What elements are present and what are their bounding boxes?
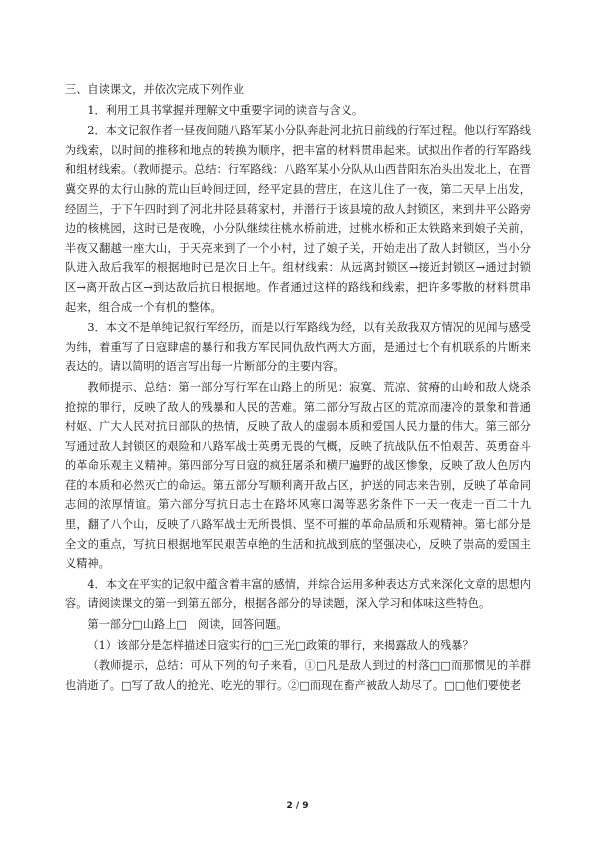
question-1: 1．利用工具书掌握并理解文中重要字词的读音与含义。 [87, 103, 364, 117]
document-body [65, 80, 531, 695]
teacher-hint: （教师提示，总结：可从下列的句子来看，①□凡是敌人到过的村落□□而那惯见的羊群也消逝了。□写了敌人的抢光、吃光的罪行。②□而现在畜产被敌人劫尽了。□□他们要使老 [65, 659, 531, 692]
teacher-summary: 教师提示、总结：第一部分写行军在山路上的所见：寂寞、荒凉、贫瘠的山岭和敌人烧杀抢掠的罪行，反映了敌人的残暴和人民的苦难。第二部分写敌占区的荒凉而凄冷的景象和普通村妪、广大人民对抗日部队的热情，反映了敌人的虚弱本质和爱国人民力量的伟大。第三部分写通过敌人封锁区的艰险和八路军战士英勇无畏的气概，反映了抗战队伍不怕艰苦、英勇奋斗的革命乐观主义精神。第四部分写日寇的疯狂屠杀和横尸遍野的战区惨象，反映了敌人色厉内荏的本质和必然灭亡的命运。第五部分写顺利离开敌占区，护送的同志来告别，反映了革命同志间的浓厚情谊。第六部分写抗日志士在路坏风寒口渴等恶劣条件下一天一夜走一百二十九里，翻了八个山，反映了八路军战士无所畏惧、坚不可摧的革命品质和乐观精神。第七部分是全文的重点，写抗日根据地军民艰苦卓绝的生活和抗战到底的坚强决心，反映了崇高的爱国主义精神。 [65, 380, 531, 571]
sub-question-1: （1）该部分是怎样描述日寇实行的□三光□政策的罪行，来揭露敌人的残暴？ [87, 638, 474, 652]
page-number: 2 / 9 [286, 801, 309, 811]
section-heading: 三、自读课文，并依次完成下列作业 [65, 83, 245, 96]
question-2: 2．本文记叙作者一昼夜间随八路军某小分队奔赴河北抗日前线的行军过程。他以行军路线为线索，以时间的推移和地点的转换为顺序，把丰富的材料贯串起来。试拟出作者的行军路线和组材线索。（教师提示。总结：行军路线：八路军某小分队从山西昔阳东冶头出发北上，在晋冀交界的太行山脉的荒山巨岭间迂回，经平定县的营庄，在这儿住了一夜，第二天早上出发，经固兰，于下午四时到了河北井陉县蒋家村，并潜行于该县境的敌人封锁区，来到井平公路旁边的核桃园，这时已是夜晚，小分队继续往桃水桥前进，过桃水桥和正太铁路来到娘子关前，半夜又翻越一座大山，于天亮来到了一个小村，过了娘子关，开始走出了敌人封锁区，当小分队进入敌后我军的根据地时已是次日上午。组材线索：从远离封锁区→接近封锁区→通过封锁区→离开敌占区→到达敌后抗日根据地。作者通过这样的路线和线索，把许多零散的材料贯串起来，组合成一个有机的整体。 [65, 124, 531, 314]
part-one-intro: 第一部分□山路上□ 阅读，回答问题。 [87, 618, 288, 632]
question-3: 3．本文不是单纯记叙行军经历，而是以行军路线为经，以有关敌我双方情况的见闻与感受为纬，着重写了日寇肆虐的暴行和我方军民同仇敌忾两大方面，是通过七个有机联系的片断来表达的。请以简明的语言写出每一片断部分的主要内容。 [65, 321, 531, 374]
question-4: 4．本文在平实的记叙中蕴含着丰富的感情，并综合运用多种表达方式来深化文章的思想内容。请阅读课文的第一到第五部分，根据各部分的导读题，深入学习和体味这些特色。 [65, 577, 531, 611]
